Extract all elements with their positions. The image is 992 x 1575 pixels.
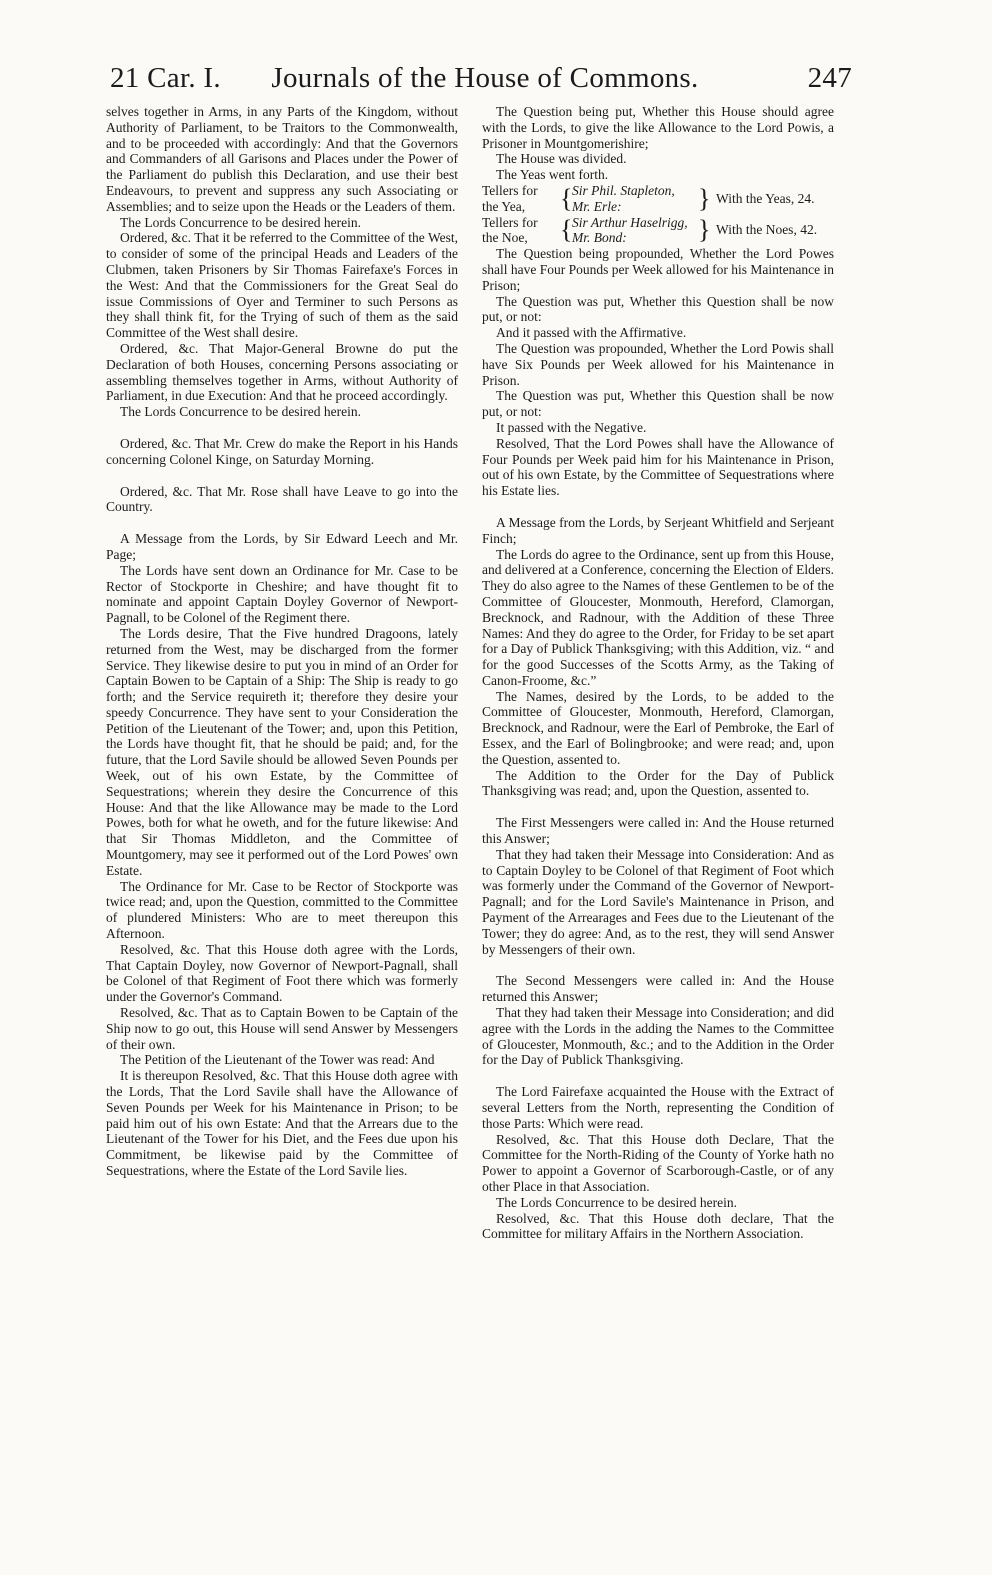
left-column [106, 104, 458, 1179]
paragraph: The Question was propounded, Whether the Lord Powis shall have Six Pounds per Week allowed for his Maintenance in Prison. [482, 340, 834, 388]
paragraph: A Message from the Lords, by Serjeant Whitfield and Serjeant Finch; [482, 514, 834, 546]
brace-icon: { [560, 215, 573, 245]
paragraph: The Lord Fairefaxe acquainted the House with the Extract of several Letters from the North, representing the Condition of those Parts: Which were read. [482, 1084, 834, 1131]
paragraph: That they had taken their Message into Consideration: And as to Captain Doyley to be Colonel of that Regiment of Foot which was formerly under the Command of the Governor of Newport-Pagnall; and for the Lord Savile's Maintenance in Prison, and Payment of the Arrearages and Fees due to the Lieutenant of the Tower; they do agree: And, as to the rest, they will send Answer by Messengers of their own. [482, 846, 834, 957]
teller-name: Mr. Bond: [572, 230, 627, 246]
brace-icon: } [698, 215, 711, 245]
teller-name: Sir Phil. Stapleton, [572, 182, 675, 198]
tellers-label-line: Tellers for [482, 214, 538, 230]
paragraph: The Lords Concurrence to be desired herein. [120, 404, 362, 420]
paragraph: The Question being propounded, Whether the Lord Powes shall have Four Pounds per Week allowed for his Maintenance in Prison; [482, 246, 834, 293]
paragraph: The House was divided. [496, 151, 627, 167]
paragraph: The Lords desire, That the Five hundred Dragoons, lately returned from the West, may be discharged from the former Service. They likewise desire to put you in mind of an Order for Captain Bowen to be Captain of a Ship: The Ship is ready to go forth; and the Service requireth it; therefore they desire your speedy Concurrence. They have sent to your Consideration the Petition of the Lieutenant of the Tower; and, upon this Petition, the Lords have thought fit, that he should be paid; and, for the future, that the Lord Savile should be allowed Seven Pounds per Week, out of his own Estate, by the Committee of Sequestrations; wherein they desire the Concurrence of this House: And that the like Allowance may be made to the Lord Powes, both for what he oweth, and for the future likewise: And that Sir Thomas Middleton, and the Committee of Mountgomery, may see it performed out of the Lord Powes' own Estate. [106, 625, 458, 878]
paragraph: The Question was put, Whether this Question shall be now put, or not: [482, 293, 834, 325]
tellers-block [482, 183, 834, 246]
paragraph: Ordered, &c. That Mr. Rose shall have Leave to go into the Country. [106, 483, 458, 515]
paragraph: Ordered, &c. That it be referred to the Committee of the West, to consider of some of the principal Heads and Leaders of the Clubmen, taken Prisoners by Sir Thomas Fairefaxe's Forces in the West: And that the Commissioners for the Great Seal do issue Commissions of Oyer and Terminer to such Persons as they shall think fit, for the Trying of such of them as the said Committee of the West shall desire. [106, 230, 458, 341]
paragraph: The Lords Concurrence to be desired herein. [120, 214, 362, 230]
paragraph: The Second Messengers were called in: And the House returned this Answer; [482, 973, 834, 1005]
paragraph: A Message from the Lords, by Sir Edward Leech and Mr. Page; [106, 531, 458, 562]
tellers-label-line: Tellers for [482, 182, 538, 198]
teller-name: Sir Arthur Haselrigg, [572, 214, 688, 230]
tellers-row [482, 215, 834, 247]
teller-names [572, 215, 698, 247]
paragraph: Resolved, &c. That this House doth agree with the Lords, That Captain Doyley, now Governor of Newport-Pagnall, shall be Colonel of that Regiment of Foot there which was formerly under the Governor's Command. [106, 941, 458, 1005]
page-header [110, 62, 852, 106]
regnal-year: 21 Car. I. [110, 62, 221, 94]
brace-icon: } [698, 183, 711, 213]
paragraph: The Lords have sent down an Ordinance for Mr. Case to be Rector of Stockporte in Cheshire; and have thought fit to nominate and appoint Captain Doyley Governor of Newport-Pagnall, to be Colonel of the Regiment there. [106, 562, 458, 626]
division-result: With the Yeas, 24. [716, 190, 815, 206]
paragraph: The Names, desired by the Lords, to be added to the Committee of Gloucester, Monmouth, Hereford, Clamorgan, Brecknock, and Radnour, were the Earl of Pembroke, the Earl of Essex, and the Earl of Bolingbrooke; and were read; and, upon the Question, assented to. [482, 688, 834, 767]
right-column-top [482, 104, 834, 183]
tellers-label-line: the Yea, [482, 198, 526, 214]
paragraph: It passed with the Negative. [496, 419, 647, 435]
paragraph: The Ordinance for Mr. Case to be Rector of Stockporte was twice read; and, upon the Question, committed to the Committee of plundered Ministers: Who are to meet thereupon this Afternoon. [106, 878, 458, 942]
paragraph: The Addition to the Order for the Day of Publick Thanksgiving was read; and, upon the Question, assented to. [482, 767, 834, 799]
paragraph: The First Messengers were called in: And the House returned this Answer; [482, 815, 834, 847]
paragraph: selves together in Arms, in any Parts of the Kingdom, without Authority of Parliament, to be Traitors to the Commonwealth, and to be proceeded with accordingly: And that the Governors and Commanders of all Garisons and Places under the Power of the Parliament do publish this Declaration, and use their best Endeavours, to prevent and suppress any such Associating or Assemblies; and to seize upon the Heads or the Leaders of them. [106, 104, 458, 214]
paragraph: Ordered, &c. That Major-General Browne do put the Declaration of both Houses, concerning Persons associating or assembling themselves together in Arms, without Authority of Parliament, in due Execution: And that he proceed accordingly. [106, 340, 458, 404]
teller-name: Mr. Erle: [572, 198, 622, 214]
right-column-body [482, 246, 834, 1242]
page-number: 247 [807, 62, 852, 94]
division-result: With the Noes, 42. [716, 222, 818, 238]
paragraph: Resolved, That the Lord Powes shall have the Allowance of Four Pounds per Week paid him for his Maintenance in Prison, out of his own Estate, by the Committee of Sequestrations where his Estate lies. [482, 435, 834, 499]
paragraph: The Yeas went forth. [496, 167, 609, 183]
paragraph: The Petition of the Lieutenant of the Tower was read: And [120, 1052, 435, 1068]
paragraph: And it passed with the Affirmative. [496, 325, 687, 341]
teller-names [572, 183, 698, 215]
paragraph: Resolved, &c. That as to Captain Bowen to be Captain of the Ship now to go out, this House will send Answer by Messengers of their own. [106, 1005, 458, 1052]
paragraph: The Lords do agree to the Ordinance, sent up from this House, and delivered at a Conference, concerning the Election of Elders. They do also agree to the Names of these Gentlemen to be of the Committee of Gloucester, Monmouth, Hereford, Clamorgan, Brecknock, and Radnour, with the Addition of these Three Names: And they do agree to the Order, for Friday to be set apart for a Day of Publick Thanksgiving; with this Addition, viz. “ and for the good Successes of the Scotts Army, as the Taking of Canon-Froome, &c.” [482, 546, 834, 688]
journal-title: Journals of the House of Commons. [271, 62, 699, 94]
paragraph: The Lords Concurrence to be desired herein. [496, 1194, 738, 1210]
tellers-label [482, 183, 560, 215]
paragraph: The Question being put, Whether this House should agree with the Lords, to give the like Allowance to the Lord Powis, a Prisoner in Mountgomerishire; [482, 104, 834, 151]
brace-icon: { [560, 183, 573, 213]
paragraph: That they had taken their Message into Consideration; and did agree with the Lords in the adding the Names to the Committee of Gloucester, Monmouth, &c.; and to the Addition in the Order for the Day of Publick Thanksgiving. [482, 1005, 834, 1068]
paragraph: It is thereupon Resolved, &c. That this House doth agree with the Lords, That the Lord Savile shall have the Allowance of Seven Pounds per Week for his Maintenance in Prison; to be paid him out of his own Estate: And that the Arrears due to the Lieutenant of the Tower for his Diet, and the Fees due upon his Commitment, be likewise paid by the Committee of Sequestrations, where the Estate of the Lord Savile lies. [106, 1068, 458, 1178]
paragraph: Ordered, &c. That Mr. Crew do make the Report in his Hands concerning Colonel Kinge, on Saturday Morning. [106, 435, 458, 467]
right-column [482, 104, 834, 1242]
tellers-label [482, 215, 560, 247]
paragraph: Resolved, &c. That this House doth declare, That the Committee for military Affairs in the Northern Association. [482, 1210, 834, 1242]
tellers-row [482, 183, 834, 215]
tellers-label-line: the Noe, [482, 230, 528, 246]
paragraph: The Question was put, Whether this Question shall be now put, or not: [482, 388, 834, 420]
paragraph: Resolved, &c. That this House doth Declare, That the Committee for the North-Riding of the County of Yorke hath no Power to appoint a Governor of Scarborough-Castle, or of any other Place in that Association. [482, 1131, 834, 1194]
